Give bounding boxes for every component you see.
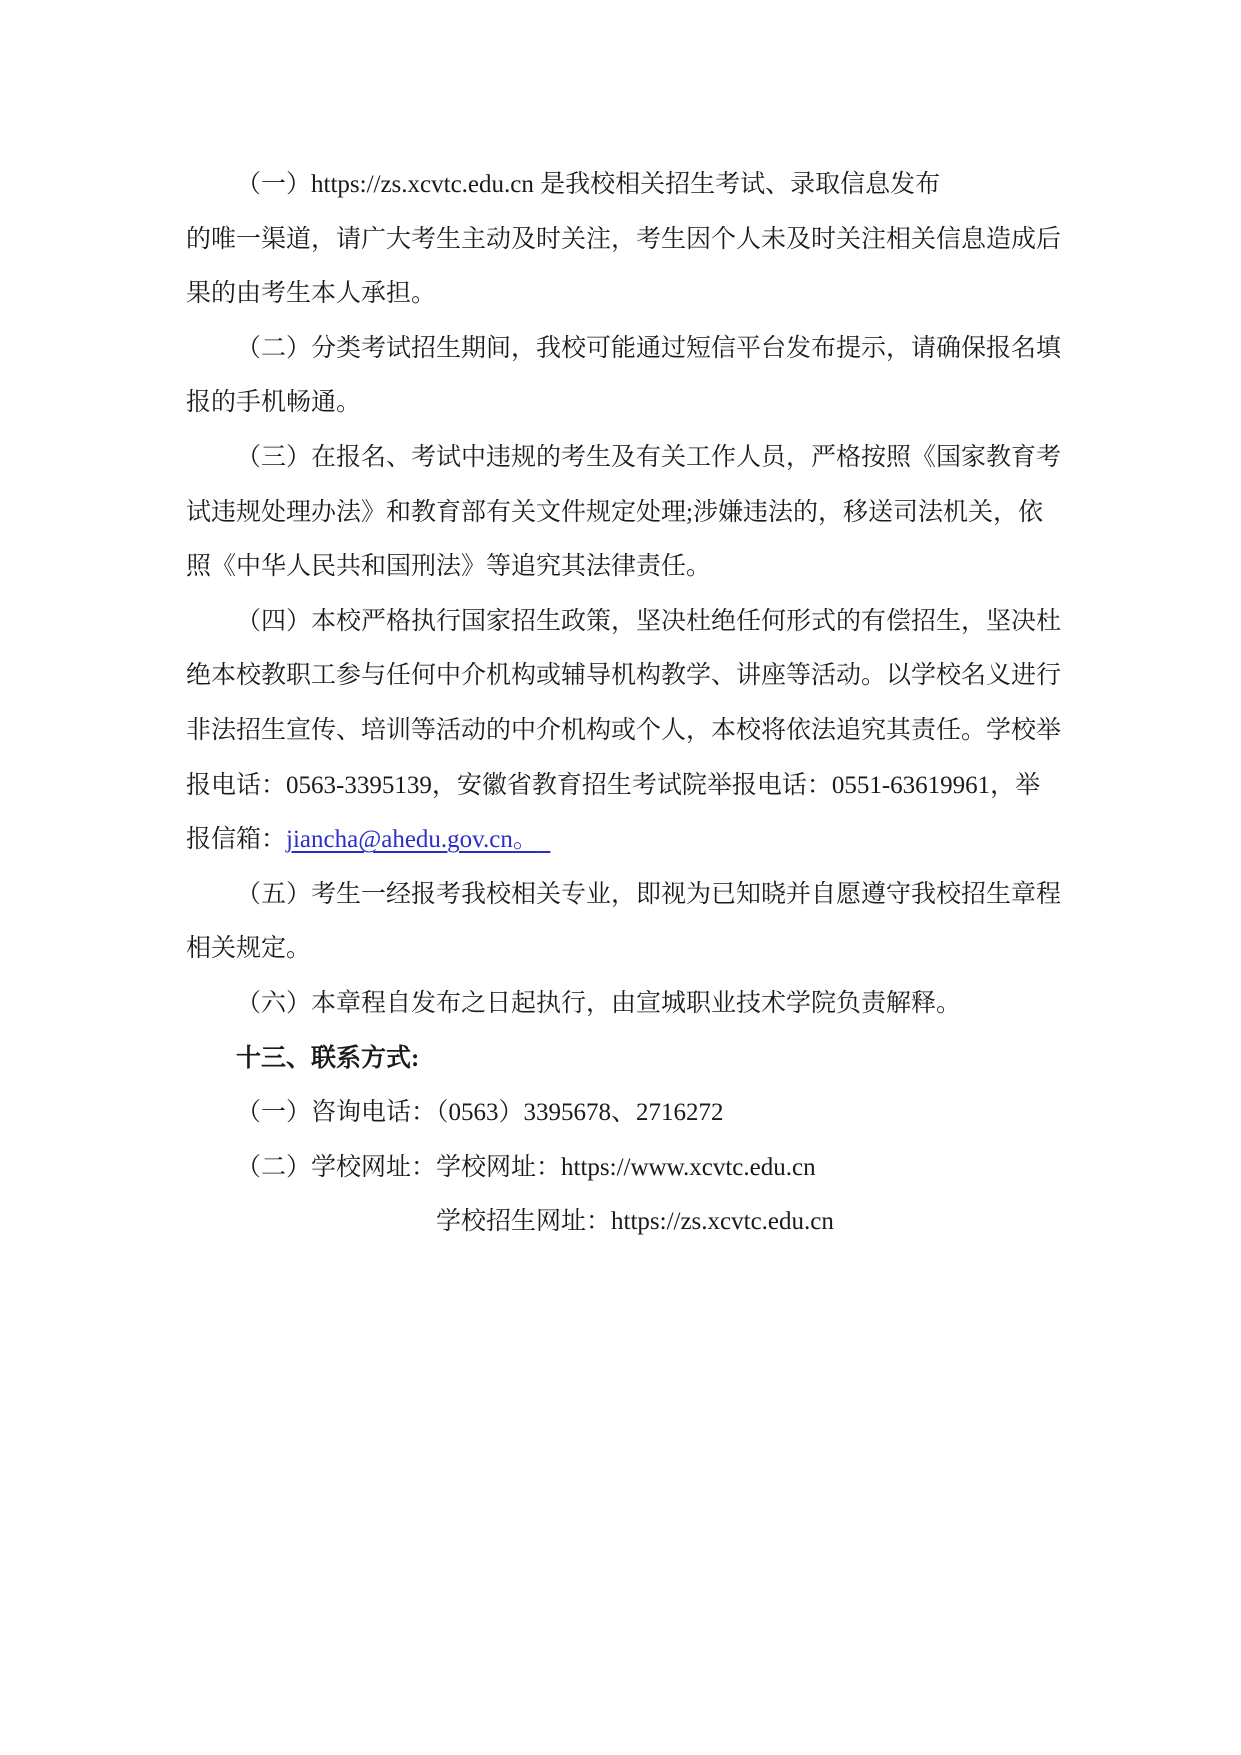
paragraph-2-line-2: 报的手机畅通。 <box>186 389 362 417</box>
contact-admission-website-line: 学校招生网址：https://zs.xcvtc.edu.cn <box>436 1208 834 1236</box>
paragraph-1-line-1: （一）https://zs.xcvtc.edu.cn 是我校相关招生考试、录取信息发布 <box>236 171 941 198</box>
report-email-line <box>186 813 1058 868</box>
paragraph-4-line-2: 绝本校教职工参与任何中介机构或辅导机构教学、讲座等活动。以学校名义进行 <box>186 662 1062 690</box>
contact-website-line: （二）学校网址：学校网址：https://www.xcvtc.edu.cn <box>236 1153 816 1181</box>
report-email-link[interactable]: jiancha@ahedu.gov.cn。 <box>286 826 538 854</box>
report-email-label: 报信箱： <box>186 826 287 854</box>
contact-phone-line: （一）咨询电话：（0563）3395678、2716272 <box>236 1099 724 1127</box>
paragraph-3-line-2: 试违规处理办法》和教育部有关文件规定处理;涉嫌违法的，移送司法机关，依 <box>186 498 1043 526</box>
document-body <box>186 158 1062 1250</box>
paragraph-1-line-3: 果的由考生本人承担。 <box>186 280 437 308</box>
paragraph-3-line-3: 照《中华人民共和国刑法》等追究其法律责任。 <box>186 553 712 581</box>
paragraph-5-line-2: 相关规定。 <box>186 935 312 963</box>
paragraph-3-line-1: （三）在报名、考试中违规的考生及有关工作人员，严格按照《国家教育考 <box>236 443 1062 471</box>
contact-section-heading: 十三、联系方式: <box>236 1044 420 1072</box>
paragraph-1-line-2: 的唯一渠道，请广大考生主动及时关注，考生因个人未及时关注相关信息造成后 <box>186 225 1062 253</box>
paragraph-5-line-1: （五）考生一经报考我校相关专业，即视为已知晓并自愿遵守我校招生章程 <box>236 880 1062 908</box>
paragraph-2-line-1: （二）分类考试招生期间，我校可能通过短信平台发布提示，请确保报名填 <box>236 334 1062 362</box>
paragraph-4-line-4: 报电话：0563-3395139，安徽省教育招生考试院举报电话：0551-63619961，举 <box>186 771 1041 799</box>
paragraph-6-line-1: （六）本章程自发布之日起执行，由宣城职业技术学院负责解释。 <box>236 989 962 1017</box>
paragraph-4-line-1: （四）本校严格执行国家招生政策，坚决杜绝任何形式的有偿招生，坚决杜 <box>236 607 1062 635</box>
paragraph-4-line-3: 非法招生宣传、培训等活动的中介机构或个人，本校将依法追究其责任。学校举 <box>186 716 1062 744</box>
